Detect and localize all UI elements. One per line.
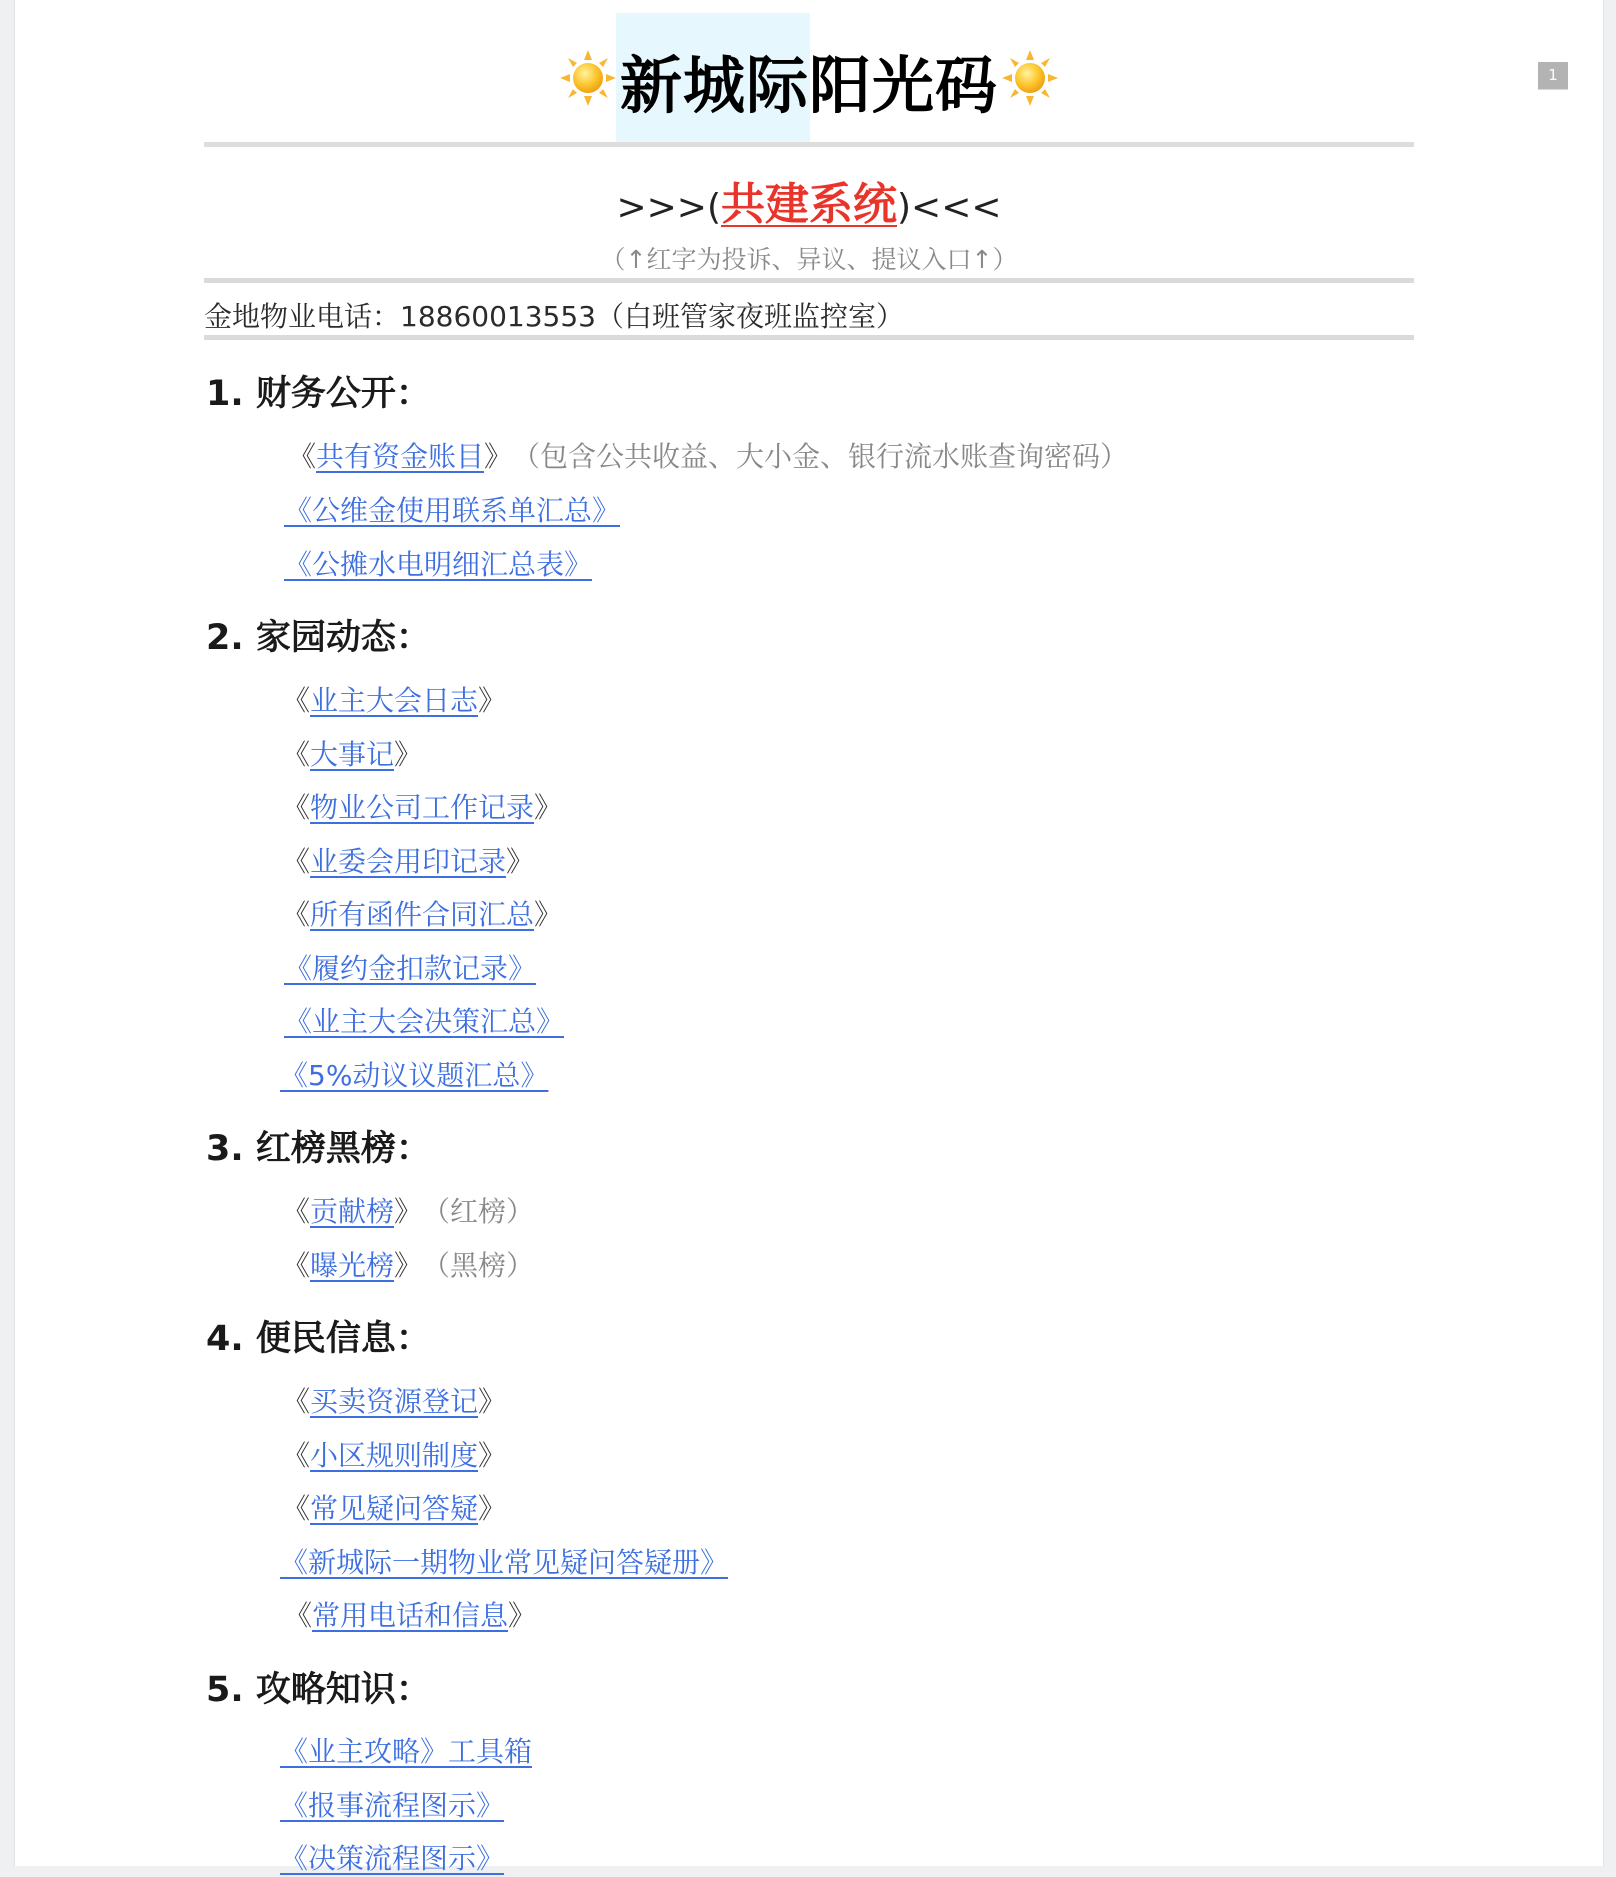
sun-icon [1000,48,1060,108]
link-5pct-motions-summary[interactable]: 《5%动议议题汇总》 [280,1059,549,1092]
bracket-close: 》 [506,845,535,878]
list-item [284,1594,536,1634]
banner-hint: （↑红字为投诉、异议、提议入口↑） [600,245,1018,274]
list-item [282,1244,534,1284]
link-trade-resources-registry[interactable]: 买卖资源登记 [310,1385,479,1418]
divider [204,278,1414,283]
list-item [276,1730,536,1770]
bracket-close: 》 [478,684,507,717]
property-contact: 金地物业电话：18860013553（白班管家夜班监控室） [204,300,904,333]
document-page [14,0,1604,1875]
list-item [276,1837,508,1877]
sun-icon [558,48,618,108]
bracket-close: 》 [478,1492,507,1525]
section-heading-convenience-info: 4. 便民信息： [206,1319,431,1359]
divider [204,142,1414,147]
bracket-open: 《 [288,440,317,473]
banner-prefix: >>>( [616,187,721,228]
item-note: （黑榜） [436,1249,535,1282]
bracket-close: 》 [478,1439,507,1472]
list-item [280,1000,568,1040]
list-item [282,893,562,933]
link-contribution-list[interactable]: 贡献榜 [310,1195,395,1228]
section-heading-red-black-list: 3. 红榜黑榜： [206,1129,431,1169]
list-item [280,947,540,987]
link-assembly-decisions-summary[interactable]: 《业主大会决策汇总》 [284,1005,565,1038]
link-owner-guide-toolbox[interactable]: 《业主攻略》工具箱 [280,1735,533,1768]
list-item [276,1784,508,1824]
list-item [282,1487,506,1527]
link-shared-funds-ledger[interactable]: 共有资金账目 [316,440,485,473]
co-build-system-link[interactable]: 共建系统 [721,179,897,230]
page-title-row [204,13,1414,142]
bracket-open: 《 [282,1195,311,1228]
list-item [282,679,506,719]
list-item [282,733,422,773]
bracket-close: 》 [394,1249,423,1282]
section-heading-finance: 1. 财务公开： [206,374,431,414]
bracket-close: 》 [484,440,513,473]
section-heading-community-news: 2. 家园动态： [206,618,431,658]
list-item [282,786,562,826]
link-utility-share-summary[interactable]: 《公摊水电明细汇总表》 [284,548,593,581]
list-item [280,543,596,583]
link-committee-seal-log[interactable]: 业委会用印记录 [310,845,507,878]
link-chronicle[interactable]: 大事记 [310,738,395,771]
link-owners-assembly-log[interactable]: 业主大会日志 [310,684,479,717]
item-note: （红榜） [436,1195,535,1228]
bracket-open: 《 [282,1439,311,1472]
bracket-open: 《 [282,1249,311,1282]
bracket-open: 《 [284,1599,313,1632]
link-letters-contracts-summary[interactable]: 所有函件合同汇总 [310,898,535,931]
list-item [282,1190,534,1230]
link-phase1-property-faq-booklet[interactable]: 《新城际一期物业常见疑问答疑册》 [280,1546,729,1579]
bracket-open: 《 [282,1492,311,1525]
page-title: 新城际阳光码 [619,49,998,122]
list-item [288,435,1128,475]
banner-suffix: )<<< [897,187,1002,228]
link-exposure-list[interactable]: 曝光榜 [310,1249,395,1282]
link-maintenance-fund-summary[interactable]: 《公维金使用联系单汇总》 [284,494,621,527]
banner [204,168,1414,232]
bracket-close: 》 [534,791,563,824]
link-performance-bond-deductions[interactable]: 《履约金扣款记录》 [284,952,537,985]
link-report-process-diagram[interactable]: 《报事流程图示》 [280,1789,505,1822]
bracket-close: 》 [508,1599,537,1632]
bracket-open: 《 [282,738,311,771]
item-note: （包含公共收益、大小金、银行流水账查询密码） [526,440,1129,473]
link-faq[interactable]: 常见疑问答疑 [310,1492,479,1525]
bracket-close: 》 [394,738,423,771]
bracket-open: 《 [282,898,311,931]
link-common-phones-info[interactable]: 常用电话和信息 [312,1599,509,1632]
list-item [282,840,534,880]
list-item [282,1434,506,1474]
bracket-close: 》 [394,1195,423,1228]
list-item [282,1380,506,1420]
list-item [276,1054,552,1094]
page-number-badge: 1 [1538,62,1568,90]
list-item [280,489,624,529]
bracket-close: 》 [478,1385,507,1418]
bracket-open: 《 [282,684,311,717]
bracket-open: 《 [282,1385,311,1418]
link-community-rules[interactable]: 小区规则制度 [310,1439,479,1472]
section-heading-guides: 5. 攻略知识： [206,1670,431,1710]
list-item [276,1541,732,1581]
link-property-company-work-log[interactable]: 物业公司工作记录 [310,791,535,824]
link-decision-process-diagram[interactable]: 《决策流程图示》 [280,1842,505,1875]
bracket-open: 《 [282,791,311,824]
bracket-close: 》 [534,898,563,931]
bracket-open: 《 [282,845,311,878]
divider [204,335,1414,340]
